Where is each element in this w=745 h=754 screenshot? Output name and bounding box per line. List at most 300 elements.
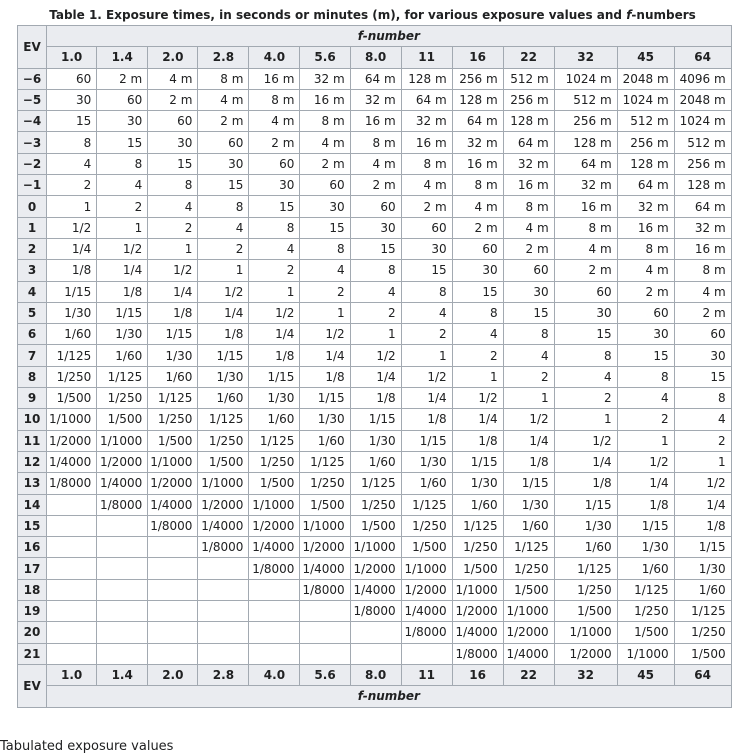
footer-fnumber-4: 4.0	[249, 664, 300, 685]
exposure-cell: 1/2000	[554, 643, 617, 664]
footer-fnumber-9: 22	[503, 664, 554, 685]
exposure-cell: 4	[47, 153, 97, 174]
exposure-cell: 4	[401, 302, 452, 323]
exposure-cell: 1/500	[401, 537, 452, 558]
exposure-cell: 64 m	[503, 132, 554, 153]
exposure-cell: 1/125	[198, 409, 249, 430]
exposure-cell	[97, 643, 148, 664]
exposure-cell: 1/60	[503, 515, 554, 536]
exposure-cell: 4	[503, 345, 554, 366]
header-fnumber-10: 32	[554, 47, 617, 68]
exposure-cell: 15	[401, 260, 452, 281]
exposure-cell: 1/15	[503, 473, 554, 494]
exposure-cell: 1/2	[674, 473, 731, 494]
exposure-cell: 1/250	[350, 494, 401, 515]
footer-fnumber-8: 16	[452, 664, 503, 685]
exposure-cell: 1/4	[198, 302, 249, 323]
footer-fnumber-0: 1.0	[47, 664, 97, 685]
exposure-cell: 8 m	[249, 89, 300, 110]
header-fnumber-4: 4.0	[249, 47, 300, 68]
fnumber-header: f-number	[47, 26, 732, 47]
exposure-cell: 4096 m	[674, 68, 731, 89]
exposure-cell: 1/250	[554, 579, 617, 600]
exposure-cell: 4 m	[198, 89, 249, 110]
exposure-cell: 60	[554, 281, 617, 302]
exposure-cell: 1/15	[47, 281, 97, 302]
exposure-table	[17, 25, 732, 708]
exposure-cell: 16 m	[617, 217, 674, 238]
exposure-cell	[97, 601, 148, 622]
exposure-cell: 1/60	[350, 451, 401, 472]
exposure-cell: 1/2	[47, 217, 97, 238]
exposure-cell: 16 m	[401, 132, 452, 153]
exposure-cell: 1/2000	[503, 622, 554, 643]
exposure-cell: 1/500	[300, 494, 350, 515]
exposure-cell	[148, 622, 198, 643]
header-fnumber-5: 5.6	[300, 47, 350, 68]
header-fnumber-9: 22	[503, 47, 554, 68]
exposure-cell: 16 m	[503, 175, 554, 196]
exposure-cell: 1/4000	[503, 643, 554, 664]
exposure-cell: 8 m	[674, 260, 731, 281]
caption-prefix: Table 1. Exposure times, in seconds or minutes (m), for various exposure values and	[49, 8, 627, 22]
table-row	[18, 89, 732, 110]
table-row	[18, 68, 732, 89]
ev-row-label: 0	[18, 196, 47, 217]
exposure-cell: 30	[97, 111, 148, 132]
ev-row-label: 20	[18, 622, 47, 643]
exposure-cell	[47, 515, 97, 536]
exposure-cell: 1/8	[300, 366, 350, 387]
exposure-cell: 1/250	[503, 558, 554, 579]
exposure-cell: 512 m	[674, 132, 731, 153]
exposure-cell: 2	[401, 324, 452, 345]
exposure-cell: 8 m	[617, 238, 674, 259]
exposure-cell: 1/1000	[148, 451, 198, 472]
exposure-cell: 1	[401, 345, 452, 366]
header-fnumber-12: 64	[674, 47, 731, 68]
section-text: Tabulated exposure values	[0, 739, 174, 754]
exposure-cell: 1/4	[148, 281, 198, 302]
ev-row-label: 8	[18, 366, 47, 387]
exposure-cell: 1/8	[401, 409, 452, 430]
exposure-cell: 1/125	[617, 579, 674, 600]
table-footer	[18, 664, 732, 707]
exposure-cell: 8 m	[350, 132, 401, 153]
exposure-cell: 1/2	[198, 281, 249, 302]
exposure-cell: 64 m	[350, 68, 401, 89]
exposure-cell	[300, 601, 350, 622]
exposure-cell: 64 m	[674, 196, 731, 217]
exposure-cell: 1/250	[452, 537, 503, 558]
exposure-cell: 1/4	[452, 409, 503, 430]
fnumber-header-row	[18, 26, 732, 47]
exposure-cell: 1/125	[350, 473, 401, 494]
exposure-cell: 1/500	[674, 643, 731, 664]
table-row	[18, 196, 732, 217]
exposure-cell: 1/15	[554, 494, 617, 515]
exposure-cell: 4 m	[617, 260, 674, 281]
exposure-cell: 1/4000	[97, 473, 148, 494]
exposure-cell: 8	[554, 345, 617, 366]
exposure-cell: 1	[47, 196, 97, 217]
table-row	[18, 281, 732, 302]
table-row	[18, 111, 732, 132]
exposure-cell: 32 m	[300, 68, 350, 89]
exposure-cell	[148, 558, 198, 579]
exposure-cell: 256 m	[452, 68, 503, 89]
exposure-cell: 1/2000	[148, 473, 198, 494]
table-header	[18, 26, 732, 69]
exposure-cell: 1/4000	[401, 601, 452, 622]
exposure-cell: 1/60	[674, 579, 731, 600]
exposure-cell: 128 m	[452, 89, 503, 110]
ev-row-label: 21	[18, 643, 47, 664]
exposure-cell: 1/8000	[97, 494, 148, 515]
exposure-cell: 1	[300, 302, 350, 323]
exposure-cell: 1/8	[674, 515, 731, 536]
exposure-cell: 60	[350, 196, 401, 217]
exposure-cell: 60	[617, 302, 674, 323]
table-row	[18, 324, 732, 345]
exposure-cell: 1/250	[617, 601, 674, 622]
exposure-cell: 512 m	[617, 111, 674, 132]
exposure-cell	[97, 579, 148, 600]
exposure-cell: 15	[47, 111, 97, 132]
exposure-cell: 8	[198, 196, 249, 217]
table-row	[18, 260, 732, 281]
exposure-cell	[249, 643, 300, 664]
exposure-cell: 4	[97, 175, 148, 196]
exposure-cell: 64 m	[401, 89, 452, 110]
header-fnumber-1: 1.4	[97, 47, 148, 68]
exposure-cell: 30	[47, 89, 97, 110]
exposure-cell	[198, 579, 249, 600]
ev-row-label: −1	[18, 175, 47, 196]
exposure-cell: 1/125	[452, 515, 503, 536]
table-row	[18, 494, 732, 515]
ev-row-label: 7	[18, 345, 47, 366]
table-row	[18, 132, 732, 153]
exposure-cell: 64 m	[452, 111, 503, 132]
exposure-cell: 60	[452, 238, 503, 259]
table-row	[18, 601, 732, 622]
exposure-cell	[198, 622, 249, 643]
exposure-cell: 1/4000	[198, 515, 249, 536]
exposure-cell: 1/60	[198, 388, 249, 409]
exposure-cell: 1/30	[503, 494, 554, 515]
exposure-cell: 2 m	[350, 175, 401, 196]
exposure-cell: 2 m	[198, 111, 249, 132]
exposure-cell: 8 m	[401, 153, 452, 174]
exposure-cell: 1/2000	[452, 601, 503, 622]
exposure-cell: 1/2	[554, 430, 617, 451]
exposure-cell: 1/1000	[300, 515, 350, 536]
exposure-cell: 1024 m	[617, 89, 674, 110]
exposure-cell: 1/30	[198, 366, 249, 387]
exposure-cell: 2 m	[674, 302, 731, 323]
footer-fnumber-1: 1.4	[97, 664, 148, 685]
exposure-cell: 1/2	[401, 366, 452, 387]
exposure-cell: 4 m	[554, 238, 617, 259]
exposure-cell	[47, 558, 97, 579]
exposure-cell: 1/125	[249, 430, 300, 451]
exposure-cell: 2 m	[401, 196, 452, 217]
footer-fnumber-10: 32	[554, 664, 617, 685]
exposure-cell: 1/15	[249, 366, 300, 387]
caption-f-italic: f	[626, 8, 632, 22]
exposure-cell	[47, 537, 97, 558]
exposure-cell	[198, 601, 249, 622]
exposure-cell: 1/500	[350, 515, 401, 536]
exposure-cell: 64 m	[554, 153, 617, 174]
exposure-cell: 1/250	[249, 451, 300, 472]
exposure-cell: 2 m	[97, 68, 148, 89]
exposure-cell: 1/8	[503, 451, 554, 472]
exposure-cell: 4 m	[148, 68, 198, 89]
exposure-cell: 1/4	[300, 345, 350, 366]
ev-row-label: 12	[18, 451, 47, 472]
exposure-cell: 1/125	[300, 451, 350, 472]
exposure-cell: 1/2	[617, 451, 674, 472]
exposure-cell: 1/60	[401, 473, 452, 494]
exposure-cell: 1/250	[198, 430, 249, 451]
ev-row-label: 19	[18, 601, 47, 622]
table-row	[18, 302, 732, 323]
exposure-cell: 1/4	[97, 260, 148, 281]
exposure-cell	[97, 515, 148, 536]
exposure-cell: 1	[452, 366, 503, 387]
exposure-cell: 32 m	[554, 175, 617, 196]
exposure-cell: 1/125	[674, 601, 731, 622]
exposure-cell: 2	[674, 430, 731, 451]
exposure-cell: 1/15	[198, 345, 249, 366]
exposure-cell: 60	[198, 132, 249, 153]
exposure-cell: 1/1000	[401, 558, 452, 579]
table-body	[18, 68, 732, 664]
exposure-cell: 4 m	[452, 196, 503, 217]
exposure-cell: 15	[249, 196, 300, 217]
exposure-cell: 1/1000	[350, 537, 401, 558]
exposure-cell: 60	[674, 324, 731, 345]
table-row	[18, 451, 732, 472]
exposure-cell: 1/30	[452, 473, 503, 494]
exposure-cell: 2	[503, 366, 554, 387]
exposure-cell: 4	[350, 281, 401, 302]
exposure-cell: 8	[97, 153, 148, 174]
exposure-cell: 15	[148, 153, 198, 174]
exposure-cell: 1/60	[148, 366, 198, 387]
exposure-cell: 1/2	[249, 302, 300, 323]
ev-row-label: 6	[18, 324, 47, 345]
exposure-cell: 1/500	[97, 409, 148, 430]
exposure-cell: 15	[617, 345, 674, 366]
exposure-cell: 8	[300, 238, 350, 259]
exposure-cell: 1/8000	[300, 579, 350, 600]
exposure-cell: 4	[617, 388, 674, 409]
exposure-cell	[47, 622, 97, 643]
exposure-cell: 16 m	[674, 238, 731, 259]
exposure-cell: 60	[503, 260, 554, 281]
exposure-cell	[148, 537, 198, 558]
exposure-cell: 1	[674, 451, 731, 472]
exposure-cell: 1/60	[249, 409, 300, 430]
exposure-cell: 32 m	[350, 89, 401, 110]
exposure-cell	[198, 558, 249, 579]
exposure-cell	[300, 643, 350, 664]
table-caption	[0, 8, 745, 22]
exposure-cell: 1	[249, 281, 300, 302]
exposure-cell: 1/30	[350, 430, 401, 451]
exposure-cell: 8 m	[452, 175, 503, 196]
exposure-cell: 2	[300, 281, 350, 302]
exposure-cell	[249, 622, 300, 643]
exposure-cell: 1/1000	[198, 473, 249, 494]
exposure-cell: 2	[47, 175, 97, 196]
exposure-cell: 1	[148, 238, 198, 259]
exposure-cell: 1/8000	[148, 515, 198, 536]
table-row	[18, 558, 732, 579]
exposure-cell: 4 m	[674, 281, 731, 302]
exposure-cell: 60	[249, 153, 300, 174]
exposure-cell: 1/30	[97, 324, 148, 345]
exposure-cell: 1	[554, 409, 617, 430]
ev-row-label: −2	[18, 153, 47, 174]
exposure-cell: 4	[554, 366, 617, 387]
footer-fnumber-5: 5.6	[300, 664, 350, 685]
exposure-cell	[97, 537, 148, 558]
exposure-cell: 2 m	[554, 260, 617, 281]
exposure-cell: 1/500	[198, 451, 249, 472]
exposure-cell: 2 m	[148, 89, 198, 110]
ev-row-label: 2	[18, 238, 47, 259]
exposure-cell	[47, 579, 97, 600]
exposure-cell: 8	[350, 260, 401, 281]
exposure-cell: 15	[503, 302, 554, 323]
exposure-cell: 1/4	[47, 238, 97, 259]
table-row	[18, 409, 732, 430]
ev-row-label: 4	[18, 281, 47, 302]
exposure-cell: 30	[674, 345, 731, 366]
table-row	[18, 175, 732, 196]
exposure-cell: 32 m	[503, 153, 554, 174]
fnumber-footer-row	[18, 686, 732, 707]
exposure-cell: 8	[401, 281, 452, 302]
table-row	[18, 643, 732, 664]
exposure-cell	[249, 601, 300, 622]
exposure-cell: 30	[198, 153, 249, 174]
exposure-cell: 1/8	[47, 260, 97, 281]
exposure-cell: 1/500	[47, 388, 97, 409]
exposure-cell: 16 m	[350, 111, 401, 132]
exposure-cell: 8	[249, 217, 300, 238]
exposure-cell: 1/125	[401, 494, 452, 515]
exposure-cell: 60	[97, 89, 148, 110]
ev-row-label: 13	[18, 473, 47, 494]
exposure-cell: 16 m	[554, 196, 617, 217]
ev-row-label: 11	[18, 430, 47, 451]
header-fnumber-8: 16	[452, 47, 503, 68]
exposure-cell: 1/4	[249, 324, 300, 345]
exposure-cell	[97, 622, 148, 643]
exposure-cell: 30	[617, 324, 674, 345]
exposure-cell: 1/500	[452, 558, 503, 579]
exposure-cell: 2	[452, 345, 503, 366]
exposure-cell: 1/2000	[300, 537, 350, 558]
exposure-cell: 1/125	[148, 388, 198, 409]
exposure-cell: 1/4	[350, 366, 401, 387]
table-row	[18, 238, 732, 259]
ev-row-label: 3	[18, 260, 47, 281]
ev-row-label: 1	[18, 217, 47, 238]
table-row	[18, 579, 732, 600]
footer-fnumber-11: 45	[617, 664, 674, 685]
exposure-cell: 16 m	[452, 153, 503, 174]
exposure-cell: 1/1000	[97, 430, 148, 451]
exposure-cell: 16 m	[300, 89, 350, 110]
exposure-cell: 30	[503, 281, 554, 302]
footer-fnumber-6: 8.0	[350, 664, 401, 685]
exposure-cell: 1/4000	[350, 579, 401, 600]
footer-fnumber-7: 11	[401, 664, 452, 685]
exposure-cell: 512 m	[554, 89, 617, 110]
exposure-cell: 1/60	[300, 430, 350, 451]
footer-fnumber-12: 64	[674, 664, 731, 685]
exposure-cell: 16 m	[249, 68, 300, 89]
exposure-cell	[350, 643, 401, 664]
ev-row-label: −3	[18, 132, 47, 153]
exposure-cell	[401, 643, 452, 664]
ev-header: EV	[18, 26, 47, 69]
exposure-cell: 1/1000	[452, 579, 503, 600]
exposure-cell: 1/15	[452, 451, 503, 472]
exposure-cell: 15	[554, 324, 617, 345]
exposure-cell	[249, 579, 300, 600]
exposure-cell: 1/250	[300, 473, 350, 494]
exposure-cell: 1/4	[554, 451, 617, 472]
exposure-cell: 32 m	[452, 132, 503, 153]
exposure-cell: 1/8000	[401, 622, 452, 643]
ev-row-label: −6	[18, 68, 47, 89]
exposure-cell: 2	[249, 260, 300, 281]
exposure-cell: 1/1000	[617, 643, 674, 664]
ev-row-label: 17	[18, 558, 47, 579]
table-row	[18, 473, 732, 494]
exposure-cell: 128 m	[401, 68, 452, 89]
exposure-cell: 1/8	[350, 388, 401, 409]
exposure-cell: 1/15	[401, 430, 452, 451]
table-row	[18, 153, 732, 174]
exposure-cell: 4	[249, 238, 300, 259]
exposure-cell: 1/1000	[249, 494, 300, 515]
exposure-cell: 256 m	[503, 89, 554, 110]
exposure-cell: 1/60	[47, 324, 97, 345]
exposure-cell: 1/250	[97, 388, 148, 409]
exposure-cell: 1/8000	[350, 601, 401, 622]
exposure-cell	[148, 579, 198, 600]
exposure-cell: 30	[350, 217, 401, 238]
exposure-cell: 4 m	[401, 175, 452, 196]
exposure-cell: 4 m	[300, 132, 350, 153]
exposure-cell: 1/15	[617, 515, 674, 536]
exposure-cell: 8	[452, 302, 503, 323]
ev-row-label: 14	[18, 494, 47, 515]
exposure-cell: 1/30	[148, 345, 198, 366]
exposure-cell: 1/125	[97, 366, 148, 387]
exposure-cell: 64 m	[617, 175, 674, 196]
exposure-cell: 2 m	[249, 132, 300, 153]
ev-row-label: 15	[18, 515, 47, 536]
